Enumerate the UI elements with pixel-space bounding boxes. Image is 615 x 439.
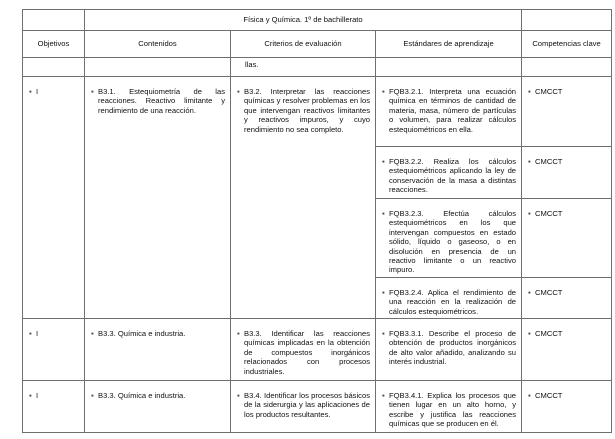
competencia-cell: ▪ CMCCT (522, 381, 612, 433)
competencia-cell: ▪ CMCCT (522, 147, 612, 199)
header-estandares: Estándares de aprendizaje (376, 31, 522, 58)
blank-cell (522, 58, 612, 77)
blank-cell (23, 58, 85, 77)
continuation-text: llas. (231, 58, 376, 77)
bullet-icon: ▪ (528, 391, 531, 401)
competencia-cell: ▪ CMCCT (522, 77, 612, 147)
blank-cell (23, 10, 85, 31)
bullet-icon: ▪ (528, 87, 531, 96)
bullet-icon: ▪ (528, 287, 531, 297)
criterio-cell: ▪ B3.2. Interpretar las reacciones químicas y resolver problemas en los que intervengan reactivos limitantes y reactivos impuros, y cuyo rendimiento no sea completo. (231, 77, 376, 319)
bullet-icon: ▪ (382, 287, 385, 297)
bullet-icon: ▪ (382, 87, 385, 96)
bullet-icon: ▪ (91, 87, 94, 96)
bullet-icon: ▪ (382, 329, 385, 339)
bullet-icon: ▪ (237, 329, 240, 339)
header-criterios: Criterios de evaluación (231, 31, 376, 58)
estandar-cell: ▪ FQB3.4.1. Explica los procesos que tienen lugar en un alto horno, y escribe y justifica las reacciones químicas que se producen en él. (376, 381, 522, 433)
bullet-icon: ▪ (382, 209, 385, 218)
estandar-cell: ▪ FQB3.2.2. Realiza los cálculos estequiométricos aplicando la ley de conservación de la masa a distintas reacciones. (376, 147, 522, 199)
objetivo-cell: ▪ I (23, 77, 85, 319)
table-title: Física y Química. 1º de bachillerato (85, 10, 522, 31)
header-contenidos: Contenidos (85, 31, 231, 58)
bullet-icon: ▪ (382, 391, 385, 401)
competencia-cell: ▪ CMCCT (522, 319, 612, 381)
bullet-icon: ▪ (29, 87, 32, 96)
bullet-icon: ▪ (528, 157, 531, 166)
estandar-cell: ▪ FQB3.3.1. Describe el proceso de obtención de productos inorgánicos de alto valor añadido, analizando su interés industrial. (376, 319, 522, 381)
contenido-cell: ▪ B3.3. Química e industria. (85, 319, 231, 381)
objetivo-cell: ▪ I (23, 319, 85, 381)
bullet-icon: ▪ (29, 329, 32, 339)
competencia-cell: ▪ CMCCT (522, 277, 612, 318)
blank-cell (522, 10, 612, 31)
objetivo-cell: ▪ I (23, 381, 85, 433)
blank-cell (376, 58, 522, 77)
criterio-cell: ▪ B3.4. Identificar los procesos básicos de la siderurgia y las aplicaciones de los productos resultantes. (231, 381, 376, 433)
estandar-cell: ▪ FQB3.2.4. Aplica el rendimiento de una reacción en la realización de cálculos estequiométricos. (376, 277, 522, 318)
blank-cell (85, 58, 231, 77)
criterio-cell: ▪ B3.3. Identificar las reacciones químicas implicadas en la obtención de compuestos inorgánicos relacionados con procesos industriales. (231, 319, 376, 381)
bullet-icon: ▪ (528, 209, 531, 218)
header-competencias: Competencias clave (522, 31, 612, 58)
contenido-cell: ▪ B3.1. Estequiometría de las reacciones. Reactivo limitante y rendimiento de una reacción. (85, 77, 231, 319)
bullet-icon: ▪ (29, 391, 32, 401)
header-objetivos: Objetivos (23, 31, 85, 58)
bullet-icon: ▪ (91, 391, 94, 401)
bullet-icon: ▪ (382, 157, 385, 166)
bullet-icon: ▪ (237, 391, 240, 401)
bullet-icon: ▪ (91, 329, 94, 339)
bullet-icon: ▪ (237, 87, 240, 96)
table-row (23, 319, 612, 381)
bullet-icon: ▪ (528, 329, 531, 339)
estandar-cell: ▪ FQB3.2.1. Interpreta una ecuación química en términos de cantidad de materia, masa, número de partículas o volumen, para realizar cálculos estequiométricos en ella. (376, 77, 522, 147)
table-row (23, 77, 612, 147)
table-row (23, 381, 612, 433)
competencia-cell: ▪ CMCCT (522, 199, 612, 278)
estandar-cell: ▪ FQB3.2.3. Efectúa cálculos estequiométricos en los que intervengan compuestos en estado sólido, líquido o gaseoso, o en disolución en presencia de un reactivo limitante o un reactivo impuro. (376, 199, 522, 278)
curriculum-table (22, 9, 612, 433)
contenido-cell: ▪ B3.3. Química e industria. (85, 381, 231, 433)
